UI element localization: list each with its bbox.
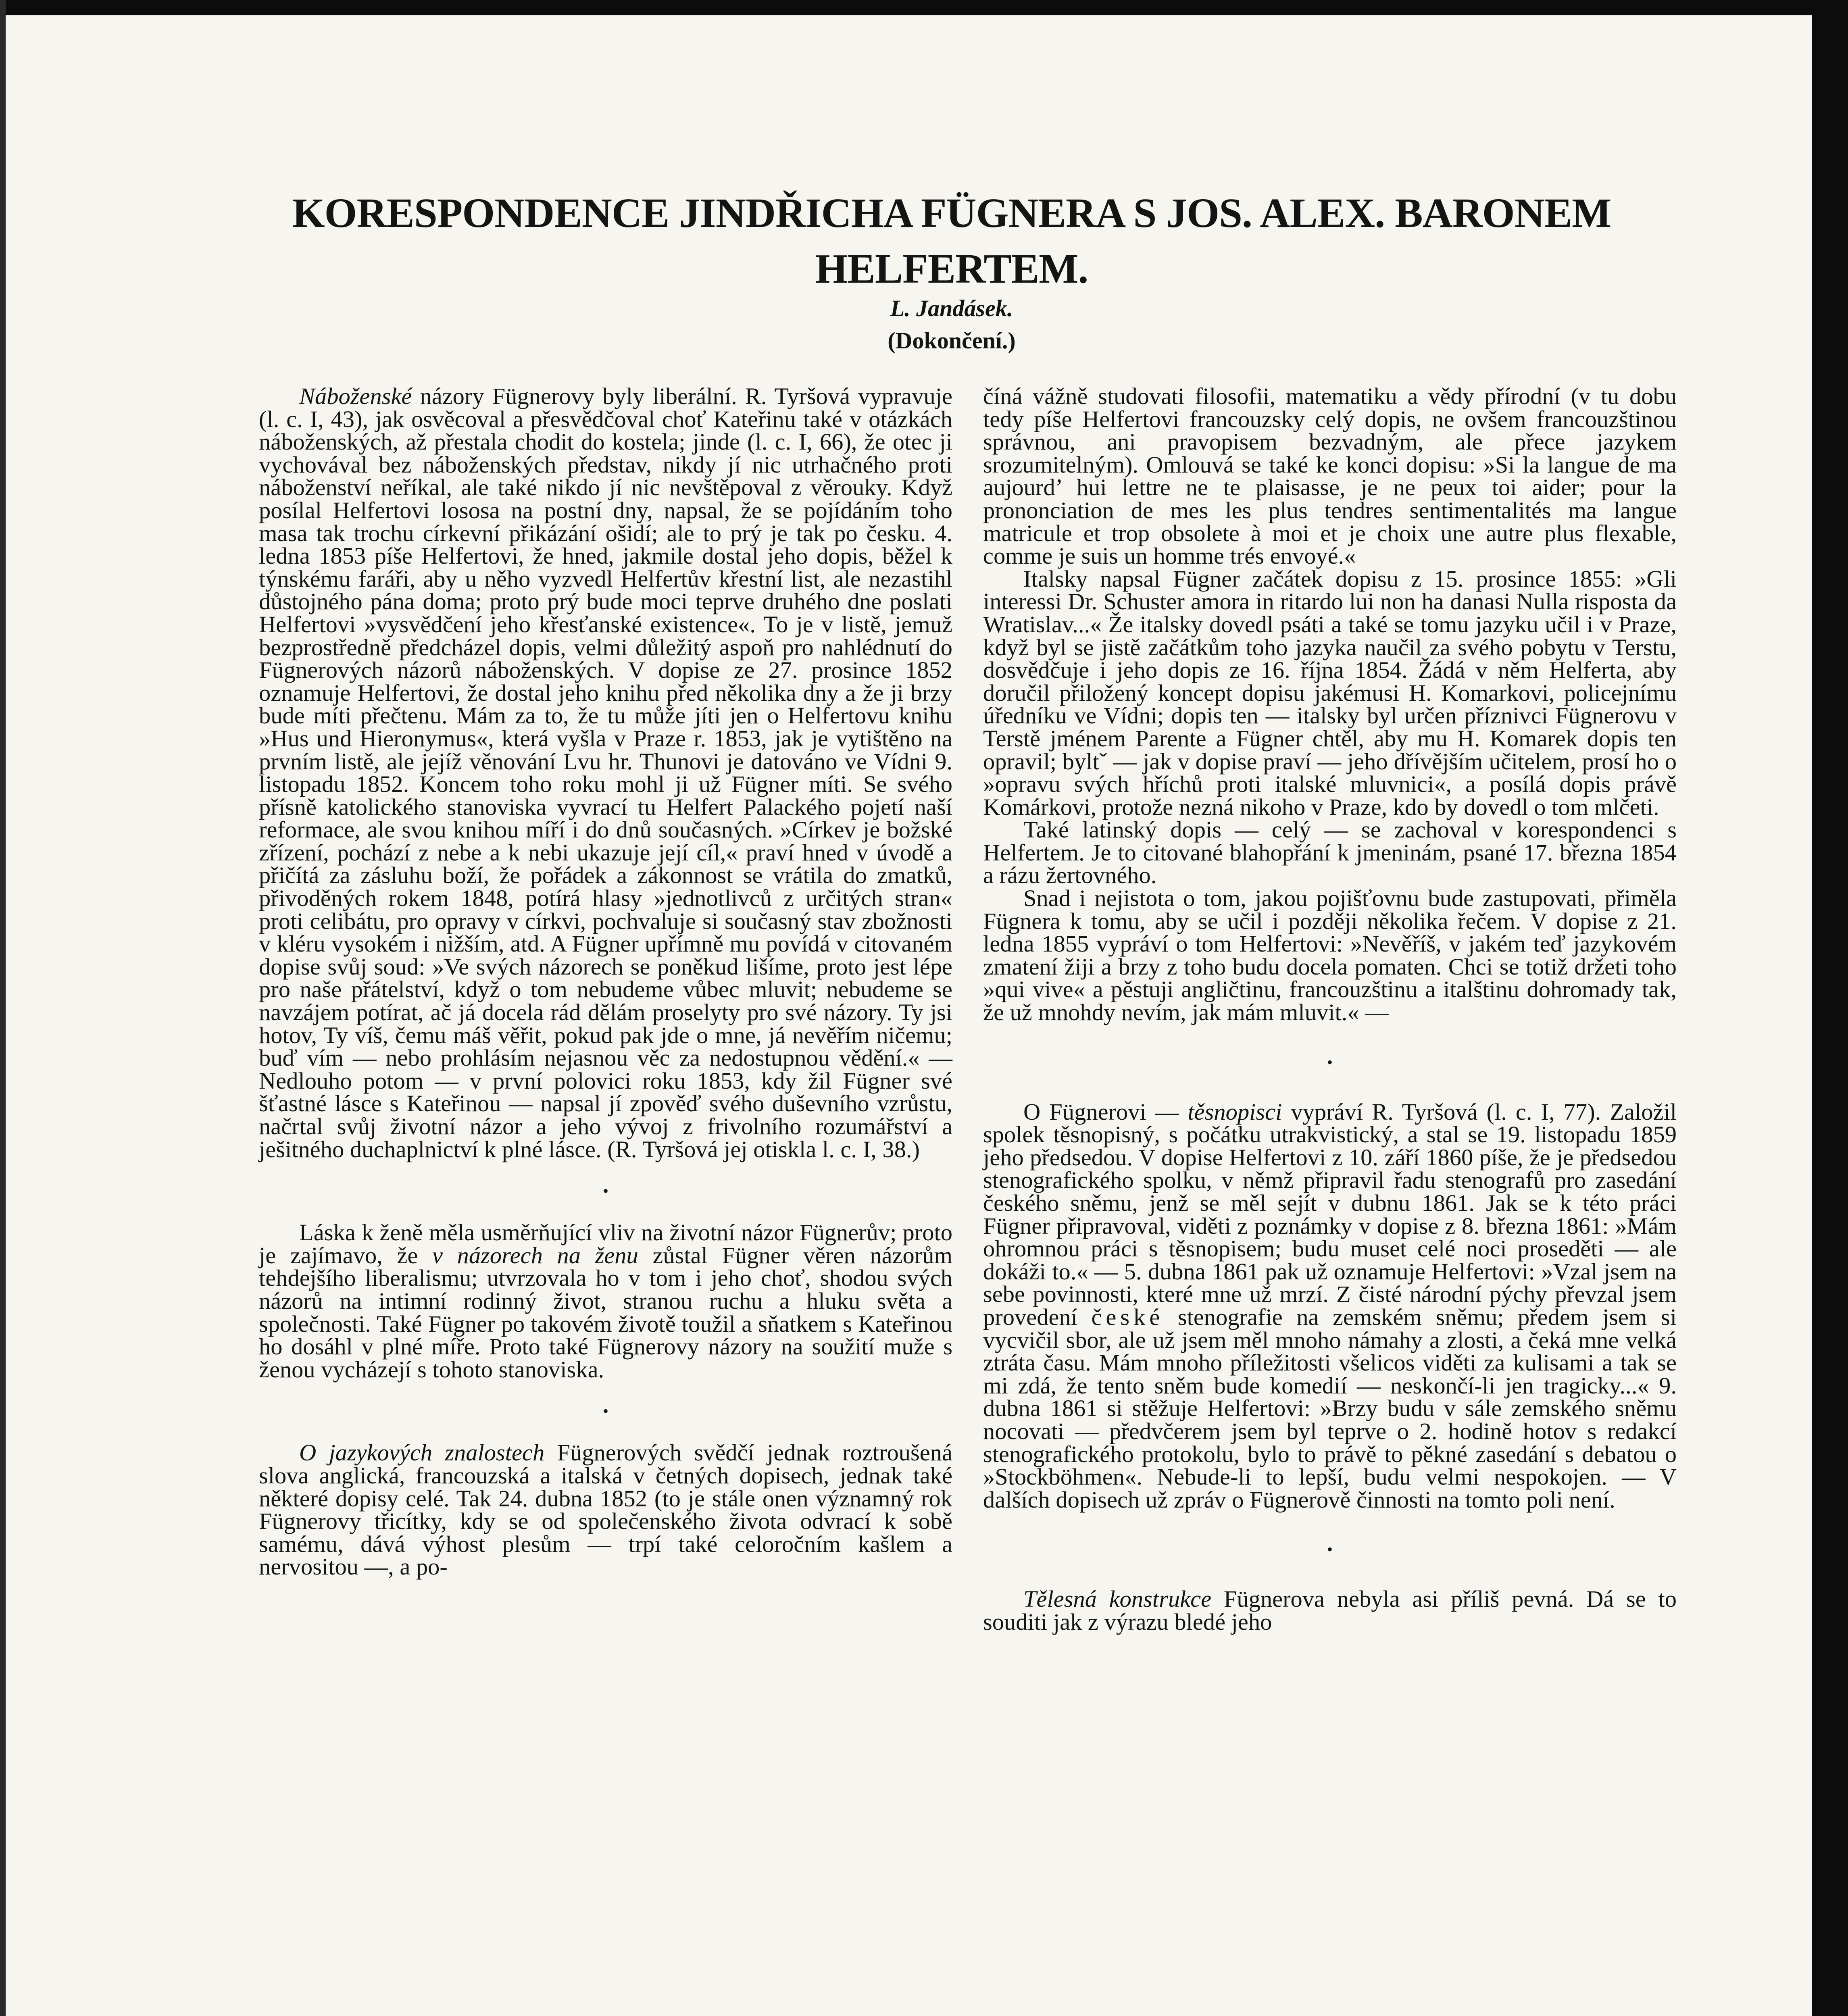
paragraph-physical-constitution [983, 1588, 1677, 1633]
scan-border-right [1812, 0, 1848, 2016]
article-title: KORESPONDENCE JINDŘICHA FÜGNERA S JOS. ALEX. BARONEM HELFERTEM. [292, 190, 1611, 292]
paragraph-text: Fügnerova nebyla asi příliš pevná. Dá se to souditi jak z výrazu bledé jeho [983, 1586, 1677, 1635]
paragraph-spaced-word: české [1091, 1304, 1164, 1330]
paragraph-italian-letter: Italsky napsal Fügner začátek dopisu z 15. prosince 1855: »Gli interessi Dr. Schuster amora in ritardo lui non ha danasi Nulla risposta da Wratislav...« Že italsky dovedl psáti a také se tomu jazyku učil i v Praze, když byl se jistě začátkům toho jazyka naučil za svého pobytu v Terstu, dosvědčuje i jeho dopis ze 16. října 1854. Žádá v něm Helferta, aby doručil přiložený koncept dopisu jakémusi H. Komarkovi, policejnímu úředníku ve Vídni; dopis ten — italsky byl určen příznivci Fügnerovu v Terstě jménem Parente a Fügner chtěl, aby mu H. Komarek dopis ten opravil; byltˇ — jak v dopise praví — jeho dřívějším učitelem, prosí ho o »opravu svých hříchů proti italské mluvnici«, a posílá dopis právě Komárkovi, protože nezná nikoho v Praze, kdo by dovedl o tom mlčeti. [983, 565, 1677, 820]
paragraph-lead-italic: O jazykových znalostech [299, 1439, 545, 1466]
right-column [983, 385, 1677, 1634]
paragraph-lead-italic: Náboženské [299, 383, 412, 409]
scan-border-left [0, 0, 6, 2016]
paragraph-lead-italic: Tělesná konstrukce [1023, 1586, 1212, 1612]
paragraph-text: stenografie na zemském sněmu; předem jsem si vycvičil sbor, ale už jsem měl mnoho námahy a zlosti, a čeká mne velká ztráta času. Mám mnoho příležitosti všelicos viděti za kulisami a tak se mi zdá, že tento sněm bude komedií — neskončí-li jen tragicky...« 9. dubna 1861 si stěžuje Helfertovi: »Brzy budu v sále zemského sněmu nocovati — předvčerem jsem byl teprve o 2. hodině hotov s redakcí stenografického protokolu, bylo to právě to pěkné zasedání s debatou o »Stockböhmen«. Nebude-li to lepší, budu velmi nespokojen. — V dalších dopisech už zpráv o Fügnerově činnosti na tomto poli není. [983, 1304, 1677, 1513]
paragraph-stenography [983, 1098, 1677, 1513]
paragraph-text: Fügnerových svědčí jednak roztroušená slova anglická, francouzská a italská v četných dopisech, jednak také některé dopisy celé. Tak 24. dubna 1852 (to je stále onen významný rok Fügnerovy třicítky, kdy se od společenského života odvrací k sobě samému, dává výhost plesům — trpí také celoročním kašlem a nervositou —, a po- [259, 1439, 952, 1580]
paragraph-views-on-women [259, 1221, 952, 1381]
scan-border-top [0, 0, 1848, 15]
paragraph-text: O Fügnerovi — [1023, 1098, 1188, 1125]
paragraph-religious-views [259, 385, 952, 1161]
paragraph-italic-phrase: v názorech na ženu [432, 1242, 638, 1268]
paragraph-latin-letter: Také latinský dopis — celý — se zachoval v korespondenci s Helfertem. Je to citované blahopřání k jmeninám, psané 17. března 1854 a rázu žertovného. [983, 816, 1677, 889]
paragraph-language-skills [259, 1441, 952, 1579]
paragraph-french-letter: číná vážně studovati filosofii, matematiku a vědy přírodní (v tu dobu tedy píše Helfertovi francouzsky celý dopis, ne ovšem francouzštinou správnou, ani pravopisem bezvadným, ale přece jazykem srozumitelným). Omlouvá se také ke konci dopisu: »Si la langue de ma aujourd’ hui lettre ne te plaisasse, je ne peux toi aider; pour la prononciation de mes les plus tendres sentimentalités ma langue matricule et trop obsolete à moi et je choix une autre plus flexable, comme je suis un homme trés envoyé.« [983, 383, 1677, 569]
section-separator: • [602, 1402, 608, 1420]
section-separator: • [1327, 1540, 1333, 1559]
paragraph-text: zůstal Fügner věren názorům tehdejšího liberalismu; utvrzovala ho v tom i jeho choť, shodou svých názorů na intimní rodinný život, stranou ruchu a hluku světa a společnosti. Také Fügner po takovém životě toužil a sňatkem s Kateřinou ho dosáhl v plné míře. Proto také Fügnerovy názory na soužití muže s ženou vycházejí s tohoto stanoviska. [259, 1242, 952, 1383]
paragraph-text: Láska k ženě měla usměrňující vliv na životní názor Fügnerův; proto je zajímavo, že [259, 1219, 952, 1268]
article-author: L. Jandásek. [890, 295, 1013, 321]
paragraph-text: názory Fügnerovy byly liberální. R. Tyršová vypravuje (l. c. I, 43), jak osvěcoval a přesvědčoval choť Kateřinu také v otázkách náboženských, až přestala chodit do kostela; jinde (l. c. I, 66), že otec ji vychovával bez náboženských představ, nikdy jí nic utrhačného proti náboženství neříkal, ale také nikdo jí nic nevštěpoval z věrouky. Když posílal Helfertovi lososa na postní dny, napsal, že se pojídáním toho masa tak trochu církevní přikázání ošidí; ale to prý je tak po česku. 4. ledna 1853 píše Helfertovi, že hned, jakmile dostal jeho dopis, běžel k týnskému faráři, aby u něho vyzvedl Helfertův křestní list, ale nezastihl důstojného pána doma; proto prý bude moci teprve druhého dne poslati Helfertovi »vysvědčení jeho křesťanské existence«. To je v listě, jemuž bezprostředně předcházel dopis, velmi důležitý aspoň pro nahlédnutí do Fügnerových názorů náboženských. V dopise ze 27. prosince 1852 oznamuje Helfertovi, že dostal jeho knihu před několika dny a že ji brzy bude míti přečtenu. Mám za to, že tu může jíti jen o Helfertovu knihu »Hus und Hieronymus«, která vyšla v Praze r. 1853, jak je vytištěno na prvním listě, ale jejíž věnování Lvu hr. Thunovi je datováno ve Vídni 9. listopadu 1852. Koncem toho roku mohl ji už Fügner míti. Se svého přísně katolického stanoviska vyvrací tu Helfert Palackého pojetí naší reformace, ale svou knihou míří i do dnů současných. »Církev je božské zřízení, pochází z nebe a k nebi ukazuje její cíl,« praví hned v úvodě a přičítá za zásluhu boží, že pořádek a zákonnost se vrátila do zmatků, přivoděných rokem 1848, potírá hlasy »jednotlivců z určitých stran« proti celibátu, pro opravy v církvi, pochvaluje si současný stav zbožnosti v kléru vysokém i nižším, atd. A Fügner upřímně mu povídá v citovaném dopise svůj soud: »Ve svých názorech se poněkud lišíme, proto jest lépe pro naše přátelství, když o tom nebudeme vůbec mluvit; nebudeme se navzájem potírat, ač já docela rád dělám proselyty pro své názory. Ty jsi hotov, Ty víš, čemu máš věřit, pokud pak jde o mne, já nevěřím ničemu; buď vím — nebo prohlásím nejasnou věc za nedostupnou vědění.« — Nedlouho potom — v první polovici roku 1853, kdy žil Fügner své šťastné lásce s Kateřinou — napsal jí zpověď svého duševního vzrůstu, načrtal svůj životní názor a jeho vývoj z frivolního rozumářství a ješitného duchaplnictví k plné lásce. (R. Tyršová jej otiskla l. c. I, 38.) [259, 383, 952, 1162]
paragraph-text: vypráví R. Tyršová (l. c. I, 77). Založil spolek těsnopisný, s počátku utrakvistický, a stal se 19. listopadu 1859 jeho předsedou. V dopise Helfertovi z 10. září 1860 píše, že je předsedou stenografického spolku, v němž připravil řadu stenografů pro zasedání českého sněmu, jenž se měl sejít v dubnu 1861. Jak se k této práci Fügner připravoval, viděti z poznámky v dopise z 8. března 1861: »Mám ohromnou práci s těsnopisem; budu muset celé noci proseděti — ale dokáži to.« — 5. dubna 1861 pak už oznamuje Helfertovi: »Vzal jsem na sebe povinnosti, které mne už mrzí. Z čisté národní pýchy převzal jsem provedení [983, 1098, 1677, 1330]
paragraph-italic-phrase: těsnopisci [1188, 1098, 1282, 1125]
paragraph-language-learning: Snad i nejistota o tom, jakou pojišťovnu bude zastupovati, přiměla Fügnera k tomu, aby se učil i později několika řečem. V dopise z 21. ledna 1855 vypráví o tom Helfertovi: »Nevěříš, v jakém teď jazykovém zmatení žiji a brzy z toho budu docela pomaten. Chci se totiž držeti toho »qui vive« a pěstuji angličtinu, francouzštinu a italštinu dohromady tak, že už mnohdy nevím, jak mám mluvit.« — [983, 885, 1677, 1026]
section-separator: • [1327, 1053, 1333, 1071]
left-column [259, 385, 952, 1579]
article-continued-note: (Dokončení.) [888, 327, 1016, 354]
section-separator: • [602, 1182, 608, 1200]
